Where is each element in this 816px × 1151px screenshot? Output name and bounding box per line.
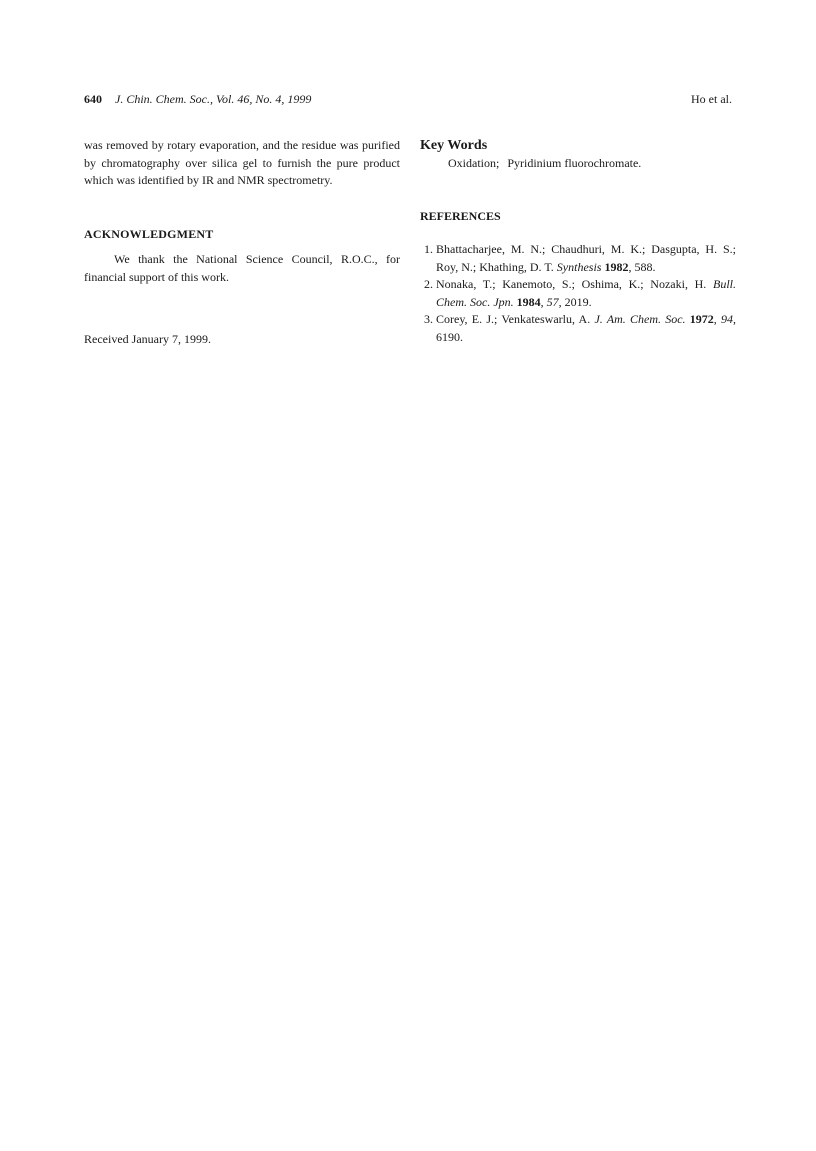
reference-pages: , 6190. <box>436 312 737 344</box>
references-heading: REFERENCES <box>420 209 501 223</box>
reference-journal: J. Am. Chem. Soc. <box>594 312 686 326</box>
reference-item: 3. Corey, E. J.; Venkateswarlu, A. J. Am. Chem. Soc. 1972, 94, 6190. <box>424 312 737 344</box>
key-words <box>448 155 736 173</box>
reference-number: 2. <box>424 277 433 291</box>
page-header <box>84 92 732 110</box>
reference-authors: Corey, E. J.; Venkateswarlu, A. <box>436 312 591 326</box>
reference-number: 1. <box>424 242 433 256</box>
reference-volume: 94 <box>721 312 734 326</box>
key-word: Pyridinium fluorochromate. <box>507 155 642 170</box>
reference-authors: Nonaka, T.; Kanemoto, S.; Oshima, K.; Nozaki, H. <box>436 277 707 291</box>
reference-year: 1982 <box>604 259 629 274</box>
reference-item: 2. Nonaka, T.; Kanemoto, S.; Oshima, K.; Nozaki, H. Bull. Chem. Soc. Jpn. 1984, 57, 2019. <box>424 277 736 309</box>
reference-authors: Bhattacharjee, M. N.; Chaudhuri, M. K.; Dasgupta, H. S.; Roy, N.; Khathing, D. T. <box>436 242 736 274</box>
reference-volume: 57 <box>546 294 559 309</box>
reference-item <box>420 241 736 276</box>
received-date: Received January 7, 1999. <box>84 332 211 346</box>
reference-journal: Synthesis <box>556 259 602 274</box>
page-number: 640 <box>84 92 102 106</box>
continued-paragraph: was removed by rotary evaporation, and the residue was purified by chromatography over silica gel to furnish the pure product which was identified by IR and NMR spectrometry. <box>84 138 400 187</box>
reference-pages: , 2019. <box>558 294 592 309</box>
right-column <box>420 137 737 344</box>
reference-list <box>420 241 736 346</box>
left-column <box>84 137 400 346</box>
acknowledgment-text: We thank the National Science Council, R.O.C., for financial support of this work. <box>84 252 400 284</box>
reference-year: 1984 <box>516 294 541 309</box>
reference-number: 3. <box>424 312 433 326</box>
key-words-heading: Key Words <box>420 137 488 153</box>
acknowledgment-heading: ACKNOWLEDGMENT <box>84 227 214 241</box>
reference-year: 1972 <box>689 312 714 326</box>
reference-journal: Bull. Chem. Soc. Jpn. <box>436 277 736 309</box>
reference-pages: , 588. <box>628 259 656 274</box>
running-authors: Ho et al. <box>691 92 732 106</box>
key-word: Oxidation; <box>448 155 500 170</box>
journal-citation: J. Chin. Chem. Soc., Vol. 46, No. 4, 1999 <box>115 92 312 106</box>
